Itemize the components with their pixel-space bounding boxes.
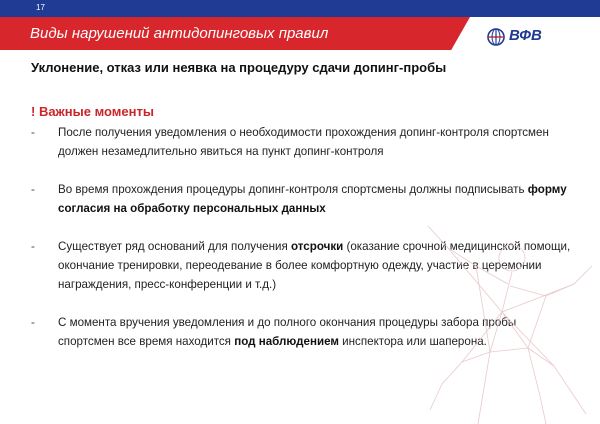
slide-title: Виды нарушений антидопинговых правил (30, 25, 329, 42)
bullet-text: Во время прохождения процедуры допинг-контроля спортсмены должны подписывать форму согласия на обработку персональных данных (58, 183, 567, 215)
slide-subtitle: Уклонение, отказ или неявка на процедуру сдачи допинг-пробы (31, 60, 447, 75)
bullet-text: После получения уведомления о необходимости прохождения допинг-контроля спортсмен должен незамедлительно явиться на пункт допинг-контроля (58, 126, 549, 158)
bullet-marker: - (31, 126, 35, 139)
bullet-marker: - (31, 183, 35, 196)
bullet-marker: - (31, 240, 35, 253)
bullet-text: С момента вручения уведомления и до полного окончания процедуры забора пробы спортсмен все время находится под наблюдением инспектора или шаперона. (58, 316, 517, 348)
logo-text: ВФВ (509, 27, 542, 44)
athlete-watermark-icon (390, 200, 600, 424)
globe-logo-icon (487, 28, 505, 46)
bullet-item (31, 123, 571, 161)
vfv-logo (487, 27, 567, 47)
header-bar (0, 0, 600, 17)
bullet-text: Существует ряд оснований для получения отсрочки (оказание срочной медицинской помощи, окончание тренировки, переодевание в более комфортную одежду, участие в церемонии награждения, пресс-конференции и т.д.) (58, 240, 571, 291)
slide-number: 17 (36, 3, 45, 12)
important-heading: ! Важные моменты (31, 104, 154, 119)
bullet-marker: - (31, 316, 35, 329)
